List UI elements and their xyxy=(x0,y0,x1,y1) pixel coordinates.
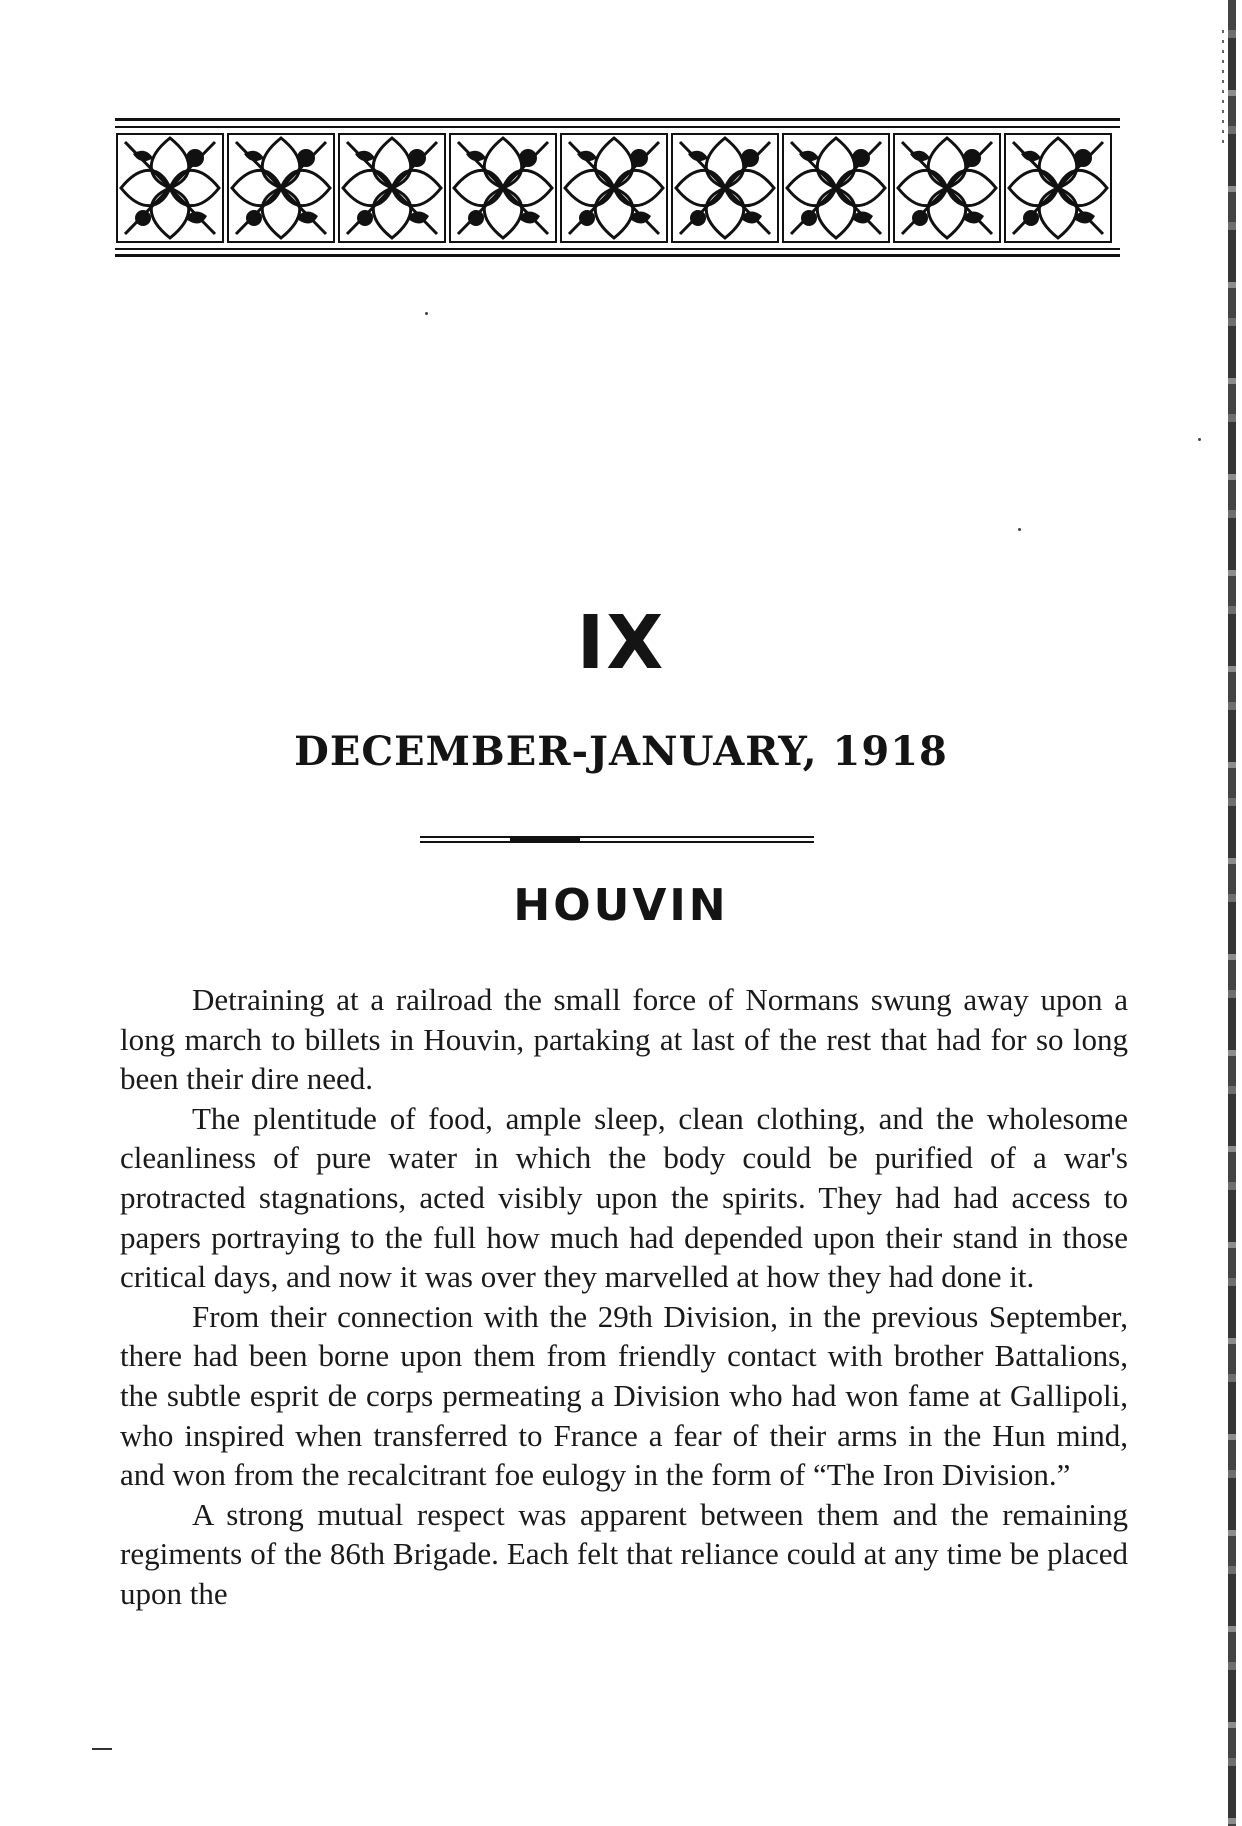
chapter-number: IX xyxy=(576,600,666,686)
margin-mark xyxy=(92,1748,112,1750)
section-divider-rule xyxy=(420,832,814,842)
place-heading: HOUVIN xyxy=(513,880,729,931)
paragraph: A strong mutual respect was apparent between them and the remaining regiments of the 86th Brigade. Each felt that reliance could at any time be placed upon the xyxy=(120,1496,1128,1611)
paragraph: From their connection with the 29th Division, in the previous September, there had been borne upon them from friendly contact with brother Battalions, the subtle esprit de corps permeating a Division who had won fame at Gallipoli, who inspired when transferred to France a fear of their arms in the Hun mind, and won from the recalcitrant foe eulogy in the form of “The Iron Division.” xyxy=(120,1298,1128,1493)
paragraph: The plentitude of food, ample sleep, clean clothing, and the wholesome cleanliness of pure water in which the body could be purified of a war's protracted stagnations, acted visibly upon the spirits. They had had access to papers portraying to the full how much had depended upon their stand in those critical days, and now it was over they marvelled at how they had done it. xyxy=(120,1100,1128,1295)
paragraph: Detraining at a railroad the small force of Normans swung away upon a long march to billets in Houvin, partaking at last of the rest that had for so long been their dire need. xyxy=(120,982,1128,1097)
print-speck xyxy=(1018,528,1021,531)
chapter-date-heading: DECEMBER-JANUARY, 1918 xyxy=(294,728,948,775)
print-speck xyxy=(425,312,428,315)
chapter-body xyxy=(120,980,1128,1614)
print-speck xyxy=(1198,438,1201,441)
ornamental-header-band xyxy=(115,118,1120,258)
page-edge-marks xyxy=(1222,30,1224,150)
